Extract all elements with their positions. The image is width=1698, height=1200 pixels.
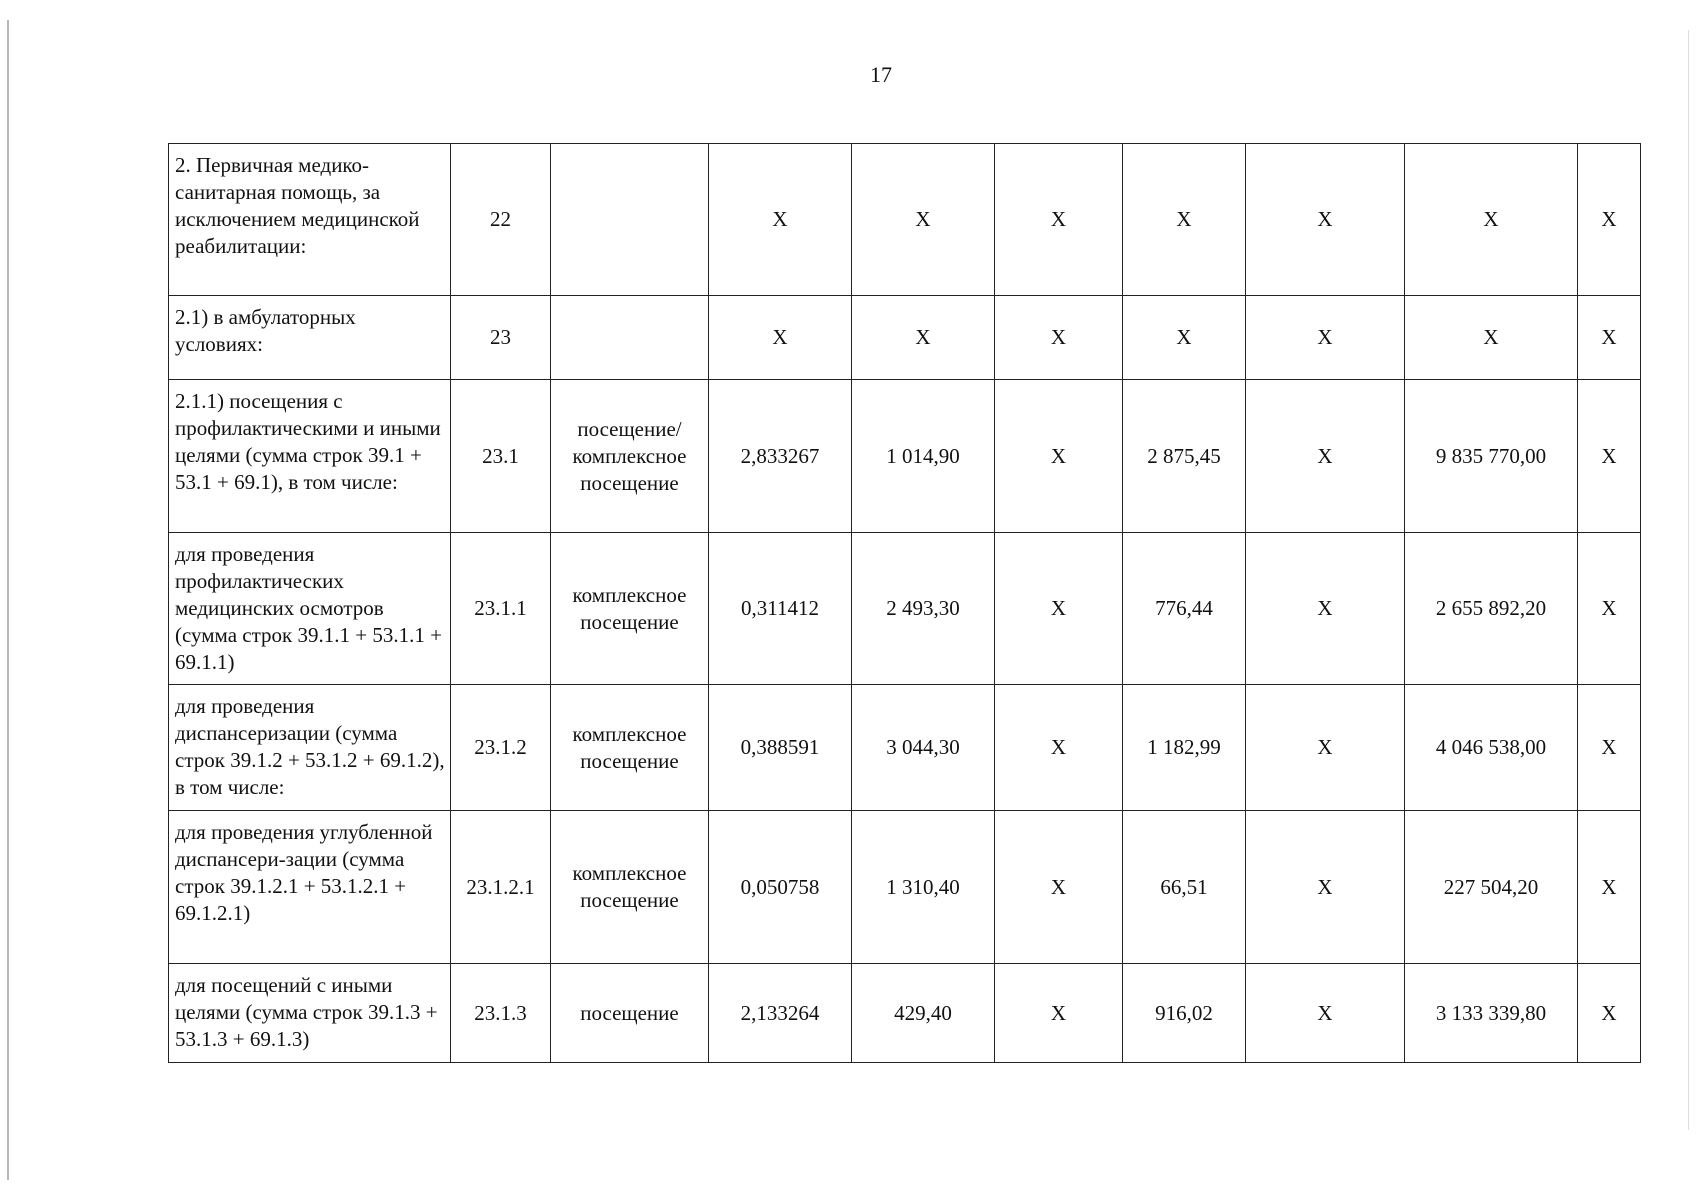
row-code: 23.1 <box>451 380 551 533</box>
table-cell: X <box>1578 533 1641 685</box>
table-cell: X <box>995 811 1123 964</box>
table-cell: 0,050758 <box>709 811 852 964</box>
table-row <box>169 144 1641 296</box>
table-cell: 1 310,40 <box>852 811 995 964</box>
table-cell: X <box>1246 296 1405 380</box>
row-unit <box>551 296 709 380</box>
table-row <box>169 964 1641 1063</box>
scan-edge-left <box>7 20 9 1180</box>
row-label: для проведения углубленной диспансери-зации (сумма строк 39.1.2.1 + 53.1.2.1 + 69.1.2.1) <box>169 811 451 964</box>
table-cell: X <box>1578 380 1641 533</box>
row-label: для посещений с иными целями (сумма строк 39.1.3 + 53.1.3 + 69.1.3) <box>169 964 451 1063</box>
table-cell: X <box>1578 685 1641 811</box>
row-label: 2.1) в амбулаторных условиях: <box>169 296 451 380</box>
table-cell: X <box>995 533 1123 685</box>
table-cell: 0,311412 <box>709 533 852 685</box>
table-cell: 3 044,30 <box>852 685 995 811</box>
row-unit: комплексное посещение <box>551 811 709 964</box>
table-cell: X <box>995 685 1123 811</box>
table-cell: 0,388591 <box>709 685 852 811</box>
row-unit: посещение <box>551 964 709 1063</box>
page-number: 17 <box>870 62 892 87</box>
data-table <box>168 143 1641 1063</box>
row-code: 23.1.1 <box>451 533 551 685</box>
table-cell: X <box>1246 533 1405 685</box>
table-cell: X <box>995 144 1123 296</box>
table-cell: 1 182,99 <box>1123 685 1246 811</box>
row-label: для проведения диспансеризации (сумма строк 39.1.2 + 53.1.2 + 69.1.2), в том числе: <box>169 685 451 811</box>
table-cell: 776,44 <box>1123 533 1246 685</box>
table-cell: X <box>852 296 995 380</box>
table-cell: 3 133 339,80 <box>1405 964 1578 1063</box>
table-row <box>169 533 1641 685</box>
table-cell: X <box>1578 811 1641 964</box>
table-cell: X <box>1405 144 1578 296</box>
table-cell: 2 655 892,20 <box>1405 533 1578 685</box>
row-unit: посещение/ комплексное посещение <box>551 380 709 533</box>
table-row <box>169 380 1641 533</box>
table-cell: 4 046 538,00 <box>1405 685 1578 811</box>
table-cell: 2 875,45 <box>1123 380 1246 533</box>
row-label: 2.1.1) посещения с профилактическими и иными целями (сумма строк 39.1 + 53.1 + 69.1), в том числе: <box>169 380 451 533</box>
table-cell: X <box>1123 296 1246 380</box>
table-cell: X <box>1246 964 1405 1063</box>
table-cell: 227 504,20 <box>1405 811 1578 964</box>
row-code: 22 <box>451 144 551 296</box>
table-row <box>169 811 1641 964</box>
row-code: 23.1.2.1 <box>451 811 551 964</box>
table-cell: 2 493,30 <box>852 533 995 685</box>
table-cell: X <box>1246 685 1405 811</box>
scan-edge-right <box>1688 30 1689 1130</box>
table-cell: X <box>1578 296 1641 380</box>
table-cell: X <box>1405 296 1578 380</box>
table-cell: X <box>709 296 852 380</box>
table-cell: X <box>1246 144 1405 296</box>
table-cell: 429,40 <box>852 964 995 1063</box>
table-cell: X <box>1578 964 1641 1063</box>
table-cell: X <box>1246 380 1405 533</box>
table-cell: X <box>709 144 852 296</box>
table-cell: X <box>995 296 1123 380</box>
table-cell: 2,133264 <box>709 964 852 1063</box>
row-label: для проведения профилактических медицинских осмотров (сумма строк 39.1.1 + 53.1.1 + 69.1.1) <box>169 533 451 685</box>
table-row <box>169 685 1641 811</box>
table-cell: X <box>995 964 1123 1063</box>
table-cell: 1 014,90 <box>852 380 995 533</box>
table-cell: 916,02 <box>1123 964 1246 1063</box>
table-cell: X <box>1246 811 1405 964</box>
row-code: 23 <box>451 296 551 380</box>
row-code: 23.1.2 <box>451 685 551 811</box>
row-label: 2. Первичная медико-санитарная помощь, за исключением медицинской реабилитации: <box>169 144 451 296</box>
table-cell: X <box>995 380 1123 533</box>
table-cell: X <box>1123 144 1246 296</box>
row-unit <box>551 144 709 296</box>
table-cell: X <box>852 144 995 296</box>
table-cell: X <box>1578 144 1641 296</box>
row-code: 23.1.3 <box>451 964 551 1063</box>
table-row <box>169 296 1641 380</box>
table-cell: 66,51 <box>1123 811 1246 964</box>
row-unit: комплексное посещение <box>551 533 709 685</box>
table-cell: 2,833267 <box>709 380 852 533</box>
row-unit: комплексное посещение <box>551 685 709 811</box>
table-cell: 9 835 770,00 <box>1405 380 1578 533</box>
